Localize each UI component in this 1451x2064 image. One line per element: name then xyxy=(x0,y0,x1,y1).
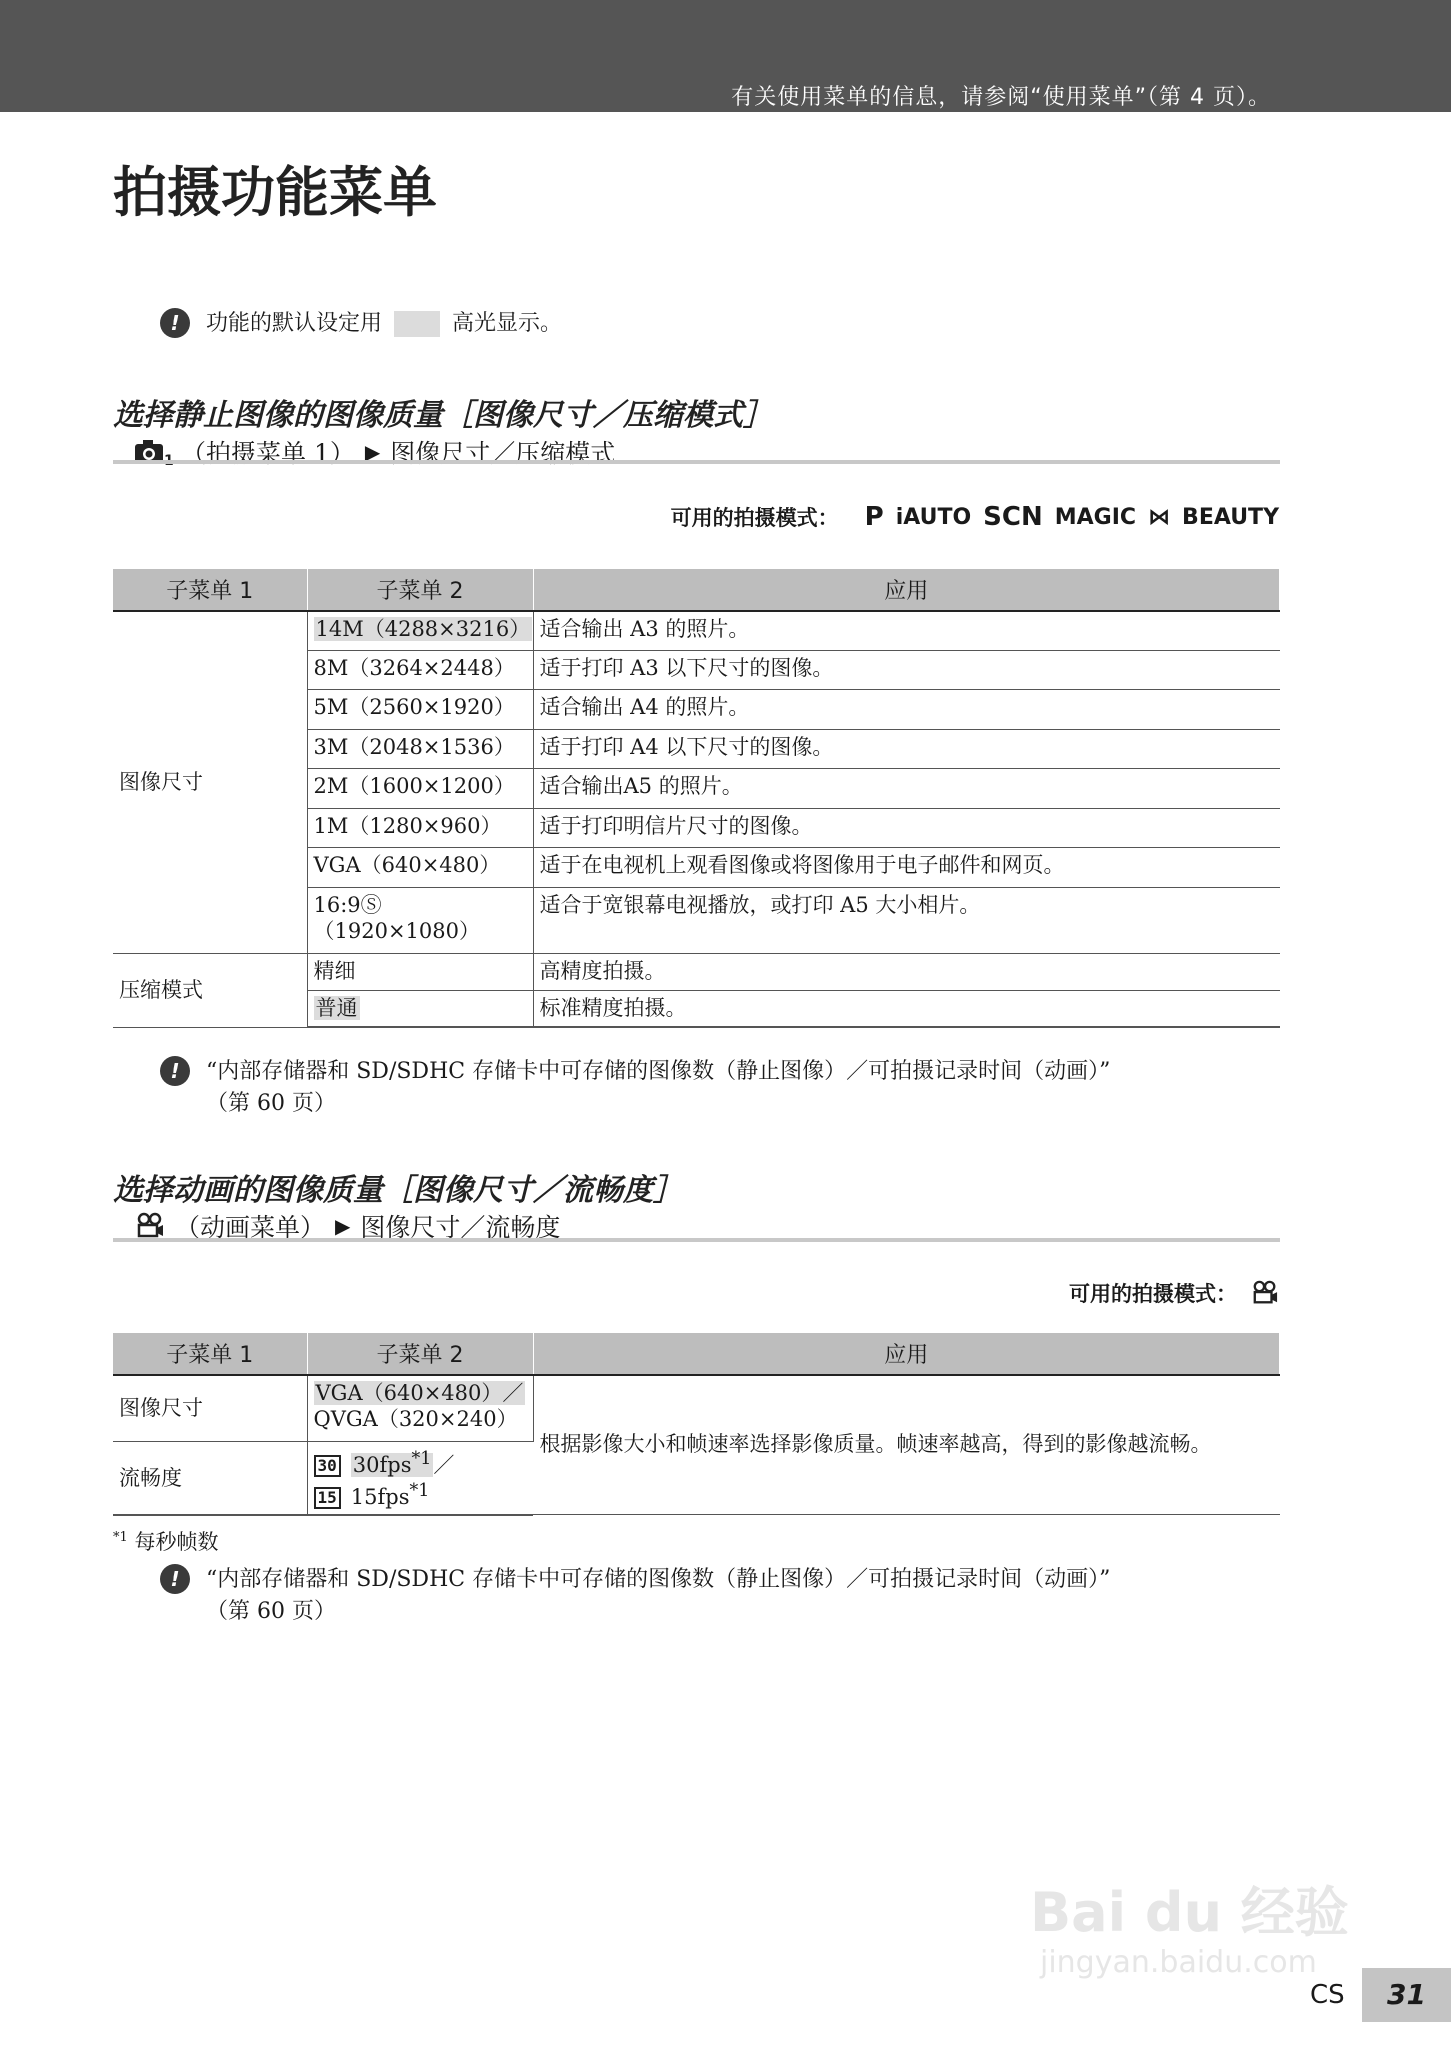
table-cell: 适于打印明信片尺寸的图像。 xyxy=(533,808,1280,847)
table-header-row xyxy=(113,1333,1280,1375)
table-cell: 8M（3264×2448） xyxy=(307,650,533,689)
cell-line xyxy=(314,1380,527,1406)
camera-icon-sub: 1 xyxy=(164,453,174,469)
section2-table xyxy=(113,1333,1280,1516)
section1-note-line1: “内部存储器和 SD/SDHC 存储卡中可存储的图像数（静止图像）／可拍摄记录时间（动画）” xyxy=(206,1059,1111,1084)
play-arrow-icon: ▶ xyxy=(364,440,381,464)
table-cell: 标准精度拍摄。 xyxy=(533,990,1280,1027)
section1-menu-path-b: 图像尺寸／压缩模式 xyxy=(390,439,616,468)
table-cell: 根据影像大小和帧速率选择影像质量。帧速率越高，得到的影像越流畅。 xyxy=(533,1375,1280,1515)
table-cell: 适合输出 A4 的照片。 xyxy=(533,689,1280,729)
cell-line: 16:9Ⓢ xyxy=(313,892,382,917)
cell-line: （1920×1080） xyxy=(313,918,480,943)
mode-scn: SCN xyxy=(983,502,1043,532)
fps15-icon: 15 xyxy=(314,1487,341,1509)
footnote-text: 每秒帧数 xyxy=(134,1530,219,1554)
group-image-size: 图像尺寸 xyxy=(113,611,307,953)
table-cell: 适于打印 A3 以下尺寸的图像。 xyxy=(533,650,1280,689)
section1-menu-path xyxy=(135,434,615,470)
fps30-value: 30fps xyxy=(352,1452,412,1477)
table-header: 应用 xyxy=(533,1333,1280,1375)
cell-line xyxy=(314,1478,528,1510)
table-cell: 适合输出 A3 的照片。 xyxy=(533,611,1280,650)
section1-title: 选择静止图像的图像质量［图像尺寸／压缩模式］ xyxy=(113,398,773,433)
header-note: 有关使用菜单的信息，请参阅“使用菜单”（第 4 页）。 xyxy=(731,85,1271,110)
page-title: 拍摄功能菜单 xyxy=(113,161,437,224)
section2-note-line2: （第 60 页） xyxy=(206,1599,336,1624)
movie-mode-icon xyxy=(1251,1280,1279,1306)
footnote-mark: *1 xyxy=(113,1530,128,1545)
section2-title: 选择动画的图像质量［图像尺寸／流畅度］ xyxy=(113,1173,683,1208)
cell-line: QVGA（320×240） xyxy=(313,1407,518,1431)
watermark-url: jingyan.baidu.com xyxy=(1040,1945,1317,1980)
group-compression: 压缩模式 xyxy=(113,953,307,1027)
mode-p: P xyxy=(864,502,884,532)
separator: ／ xyxy=(433,1452,455,1477)
table-cell: 适合于宽银幕电视播放，或打印 A5 大小相片。 xyxy=(533,887,1280,953)
table-header-row xyxy=(113,569,1280,611)
footnote-ref: *1 xyxy=(411,1448,432,1469)
section1-table xyxy=(113,569,1280,1028)
page-number: 31 xyxy=(1362,1968,1451,2022)
default-note-after: 高光显示。 xyxy=(452,311,563,336)
table-header: 子菜单 1 xyxy=(113,569,307,611)
table-cell xyxy=(307,887,533,953)
modes-label: 可用的拍摄模式： xyxy=(670,506,839,530)
section2-note-line1: “内部存储器和 SD/SDHC 存储卡中可存储的图像数（静止图像）／可拍摄记录时间（动画）” xyxy=(206,1567,1111,1592)
section1-rule xyxy=(113,460,1280,464)
language-code: CS xyxy=(1310,1980,1345,2010)
footnote xyxy=(113,1526,218,1556)
section2-menu-path-b: 图像尺寸／流畅度 xyxy=(360,1213,561,1242)
table-cell: 图像尺寸 xyxy=(113,1375,307,1441)
fps30-icon: 30 xyxy=(314,1455,341,1477)
table-cell: 精细 xyxy=(307,953,533,990)
table-cell xyxy=(307,1375,533,1441)
mode-magic: MAGIC xyxy=(1054,504,1137,530)
table-cell: 3M（2048×1536） xyxy=(307,729,533,768)
table-cell: 流畅度 xyxy=(113,1441,307,1515)
play-arrow-icon: ▶ xyxy=(335,1214,351,1238)
mode-panorama-icon: ⋈ xyxy=(1148,504,1171,530)
table-header: 子菜单 1 xyxy=(113,1333,307,1375)
table-header: 子菜单 2 xyxy=(307,569,533,611)
header-bar xyxy=(0,0,1451,112)
modes-label: 可用的拍摄模式： xyxy=(1069,1282,1237,1306)
table-cell: 2M（1600×1200） xyxy=(307,768,533,808)
section2-modes xyxy=(1069,1278,1279,1308)
table-cell xyxy=(307,611,533,650)
table-cell: 适合输出A5 的照片。 xyxy=(533,768,1280,808)
table-cell xyxy=(307,990,533,1027)
table-row xyxy=(113,1375,1280,1441)
table-header: 应用 xyxy=(533,569,1280,611)
warning-icon: ! xyxy=(160,1056,190,1086)
watermark-logo: Bai du 经验 xyxy=(1030,1881,1349,1944)
section1-modes xyxy=(671,502,1279,532)
highlight-swatch xyxy=(394,311,440,337)
table-cell xyxy=(307,1441,533,1515)
section1-note-line2: （第 60 页） xyxy=(206,1091,336,1116)
mode-beauty: BEAUTY xyxy=(1182,504,1279,530)
default-note xyxy=(160,308,562,340)
table-cell: 适于在电视机上观看图像或将图像用于电子邮件和网页。 xyxy=(533,847,1280,887)
section2-menu-path-a: （动画菜单） xyxy=(175,1213,326,1242)
cell-line xyxy=(314,1446,528,1478)
footnote-ref: *1 xyxy=(409,1480,430,1501)
mode-iauto: iAUTO xyxy=(895,504,972,530)
section2-note xyxy=(160,1564,1110,1628)
section1-menu-path-a: （拍摄菜单 1） xyxy=(181,439,355,468)
table-cell: 1M（1280×960） xyxy=(307,808,533,847)
section1-note xyxy=(160,1056,1110,1120)
fps15-value: 15fps xyxy=(350,1484,410,1509)
table-row xyxy=(113,611,1280,650)
warning-icon: ! xyxy=(160,308,190,338)
table-row xyxy=(113,953,1280,990)
table-header: 子菜单 2 xyxy=(307,1333,533,1375)
default-value: 14M（4288×3216） xyxy=(315,617,531,641)
table-cell: VGA（640×480） xyxy=(307,847,533,887)
default-note-before: 功能的默认设定用 xyxy=(206,311,383,336)
table-cell: 适于打印 A4 以下尺寸的图像。 xyxy=(533,729,1280,768)
table-cell: 高精度拍摄。 xyxy=(533,953,1280,990)
warning-icon: ! xyxy=(160,1564,190,1594)
default-value: 普通 xyxy=(315,995,358,1020)
movie-icon xyxy=(135,1212,165,1240)
default-value: VGA（640×480）／ xyxy=(315,1381,524,1405)
table-cell: 5M（2560×1920） xyxy=(307,689,533,729)
section2-rule xyxy=(113,1238,1280,1242)
